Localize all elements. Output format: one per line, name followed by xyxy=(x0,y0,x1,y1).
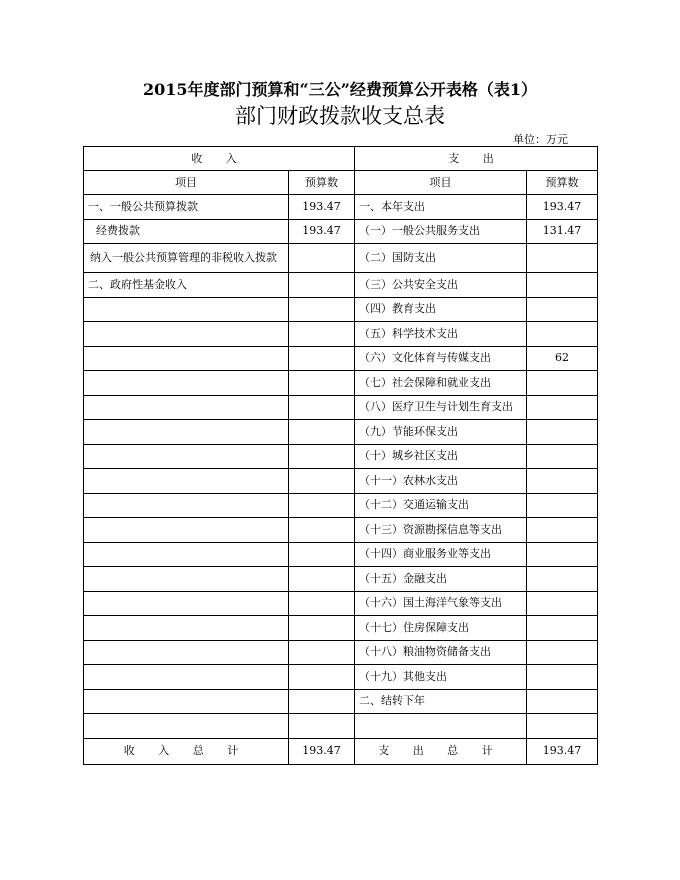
income-item-cell: 一、一般公共预算拨款 xyxy=(84,195,289,220)
income-value-cell: 193.47 xyxy=(289,195,355,220)
table-row xyxy=(84,244,598,273)
expense-value-cell xyxy=(527,542,598,567)
income-value-cell xyxy=(289,493,355,518)
income-item-cell xyxy=(84,493,289,518)
table-row xyxy=(84,219,598,244)
income-item-cell xyxy=(84,591,289,616)
income-value-cell xyxy=(289,244,355,273)
income-budget-header: 预算数 xyxy=(289,171,355,195)
expense-total-value: 193.47 xyxy=(527,738,598,764)
table-row xyxy=(84,297,598,322)
expense-item-cell: （十七）住房保障支出 xyxy=(355,616,527,641)
income-item-cell xyxy=(84,297,289,322)
expense-value-cell xyxy=(527,518,598,543)
section-header-row xyxy=(84,147,598,171)
income-item-cell xyxy=(84,640,289,665)
expense-value-cell xyxy=(527,469,598,494)
table-row xyxy=(84,493,598,518)
income-item-cell xyxy=(84,518,289,543)
expense-item-cell: （七）社会保障和就业支出 xyxy=(355,371,527,396)
table-row xyxy=(84,469,598,494)
table-row xyxy=(84,420,598,445)
expense-item-cell: （三）公共安全支出 xyxy=(355,273,527,298)
income-item-cell xyxy=(84,395,289,420)
expense-item-cell: （十一）农林水支出 xyxy=(355,469,527,494)
table-row xyxy=(84,518,598,543)
expense-value-cell xyxy=(527,591,598,616)
total-row xyxy=(84,738,598,764)
income-item-cell xyxy=(84,469,289,494)
income-value-cell: 193.47 xyxy=(289,219,355,244)
expense-item-cell: （五）科学技术支出 xyxy=(355,322,527,347)
table-row xyxy=(84,322,598,347)
income-value-cell xyxy=(289,616,355,641)
income-item-cell xyxy=(84,420,289,445)
income-item-cell xyxy=(84,665,289,690)
table-row xyxy=(84,346,598,371)
income-section-header: 收 入 xyxy=(84,147,355,171)
expense-item-cell: （六）文化体育与传媒支出 xyxy=(355,346,527,371)
income-value-cell xyxy=(289,665,355,690)
income-item-cell xyxy=(84,322,289,347)
income-value-cell xyxy=(289,371,355,396)
expense-item-cell: （八）医疗卫生与计划生育支出 xyxy=(355,395,527,420)
table-row xyxy=(84,689,598,714)
income-item-cell xyxy=(84,689,289,714)
document-title: 2015年度部门预算和“三公”经费预算公开表格（表1） xyxy=(142,80,538,99)
income-value-cell xyxy=(289,297,355,322)
expense-value-cell xyxy=(527,273,598,298)
income-item-cell: 二、政府性基金收入 xyxy=(84,273,289,298)
income-item-cell xyxy=(84,371,289,396)
income-value-cell xyxy=(289,322,355,347)
expense-value-cell xyxy=(527,395,598,420)
income-item-cell xyxy=(84,714,289,739)
income-value-cell xyxy=(289,591,355,616)
expense-item-cell: （十二）交通运输支出 xyxy=(355,493,527,518)
expense-item-cell: （十五）金融支出 xyxy=(355,567,527,592)
table-row xyxy=(84,665,598,690)
expense-value-cell xyxy=(527,420,598,445)
expense-item-cell: （一）一般公共服务支出 xyxy=(355,219,527,244)
table-row xyxy=(84,395,598,420)
expense-item-cell: （十）城乡社区支出 xyxy=(355,444,527,469)
expense-budget-header: 预算数 xyxy=(527,171,598,195)
expense-value-cell xyxy=(527,616,598,641)
table-row xyxy=(84,273,598,298)
table-row xyxy=(84,616,598,641)
income-item-header: 项目 xyxy=(84,171,289,195)
table-row xyxy=(84,591,598,616)
income-total-value: 193.47 xyxy=(289,738,355,764)
expense-item-cell: （十八）粮油物资储备支出 xyxy=(355,640,527,665)
income-item-cell xyxy=(84,567,289,592)
expense-total-label: 支 出 总 计 xyxy=(355,738,527,764)
income-item-cell: 经费拨款 xyxy=(84,219,289,244)
income-value-cell xyxy=(289,444,355,469)
income-value-cell xyxy=(289,469,355,494)
expense-value-cell xyxy=(527,493,598,518)
income-value-cell xyxy=(289,714,355,739)
expense-value-cell xyxy=(527,322,598,347)
expense-value-cell xyxy=(527,371,598,396)
table-row xyxy=(84,714,598,739)
expense-value-cell: 193.47 xyxy=(527,195,598,220)
table-row xyxy=(84,371,598,396)
expense-value-cell xyxy=(527,714,598,739)
expense-section-header: 支 出 xyxy=(355,147,598,171)
income-value-cell xyxy=(289,273,355,298)
table-row xyxy=(84,640,598,665)
expense-item-cell: （十六）国土海洋气象等支出 xyxy=(355,591,527,616)
expense-item-cell: 一、本年支出 xyxy=(355,195,527,220)
income-item-cell xyxy=(84,616,289,641)
income-item-cell: 纳入一般公共预算管理的非税收入拨款 xyxy=(84,244,289,273)
expense-item-cell: 二、结转下年 xyxy=(355,689,527,714)
income-value-cell xyxy=(289,542,355,567)
expense-value-cell xyxy=(527,689,598,714)
column-header-row xyxy=(84,171,598,195)
income-value-cell xyxy=(289,420,355,445)
table-row xyxy=(84,444,598,469)
income-value-cell xyxy=(289,640,355,665)
table-row xyxy=(84,542,598,567)
income-value-cell xyxy=(289,689,355,714)
income-value-cell xyxy=(289,567,355,592)
expense-item-cell: （二）国防支出 xyxy=(355,244,527,273)
income-item-cell xyxy=(84,542,289,567)
expense-value-cell xyxy=(527,244,598,273)
expense-item-cell: （十三）资源勘探信息等支出 xyxy=(355,518,527,543)
expense-value-cell: 62 xyxy=(527,346,598,371)
table-title: 部门财政拨款收支总表 xyxy=(235,104,445,128)
income-item-cell xyxy=(84,346,289,371)
expense-value-cell xyxy=(527,640,598,665)
income-total-label: 收 入 总 计 xyxy=(84,738,289,764)
expense-item-cell: （十九）其他支出 xyxy=(355,665,527,690)
expense-item-cell: （四）教育支出 xyxy=(355,297,527,322)
expense-value-cell xyxy=(527,665,598,690)
income-item-cell xyxy=(84,444,289,469)
expense-item-cell xyxy=(355,714,527,739)
expense-item-cell: （十四）商业服务业等支出 xyxy=(355,542,527,567)
table-row xyxy=(84,567,598,592)
expense-value-cell xyxy=(527,567,598,592)
expense-value-cell xyxy=(527,444,598,469)
income-value-cell xyxy=(289,395,355,420)
expense-item-header: 项目 xyxy=(355,171,527,195)
unit-label: 单位：万元 xyxy=(513,133,568,146)
table-row xyxy=(84,195,598,220)
budget-table xyxy=(83,146,598,765)
income-value-cell xyxy=(289,346,355,371)
expense-value-cell: 131.47 xyxy=(527,219,598,244)
expense-value-cell xyxy=(527,297,598,322)
income-value-cell xyxy=(289,518,355,543)
expense-item-cell: （九）节能环保支出 xyxy=(355,420,527,445)
